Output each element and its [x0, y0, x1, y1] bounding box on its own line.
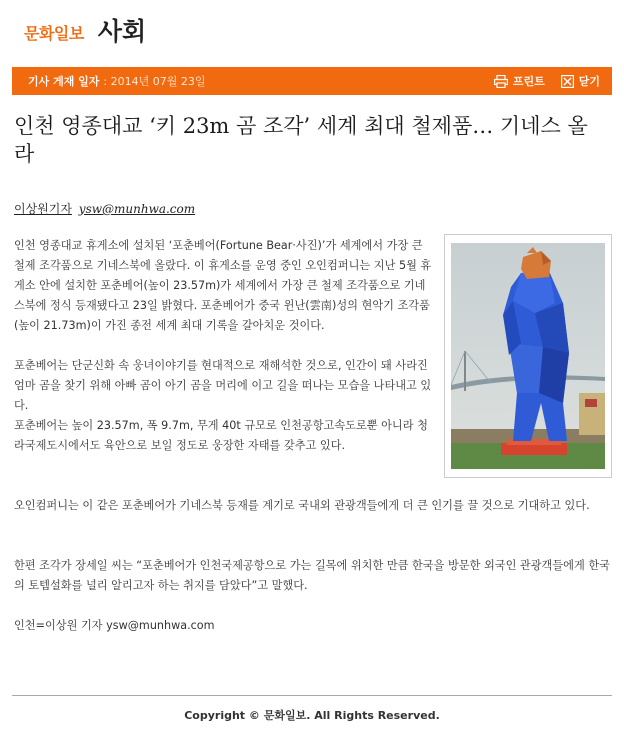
brand-logo[interactable]: 문화일보: [24, 24, 84, 43]
date-value: : 2014년 07월 23일: [103, 75, 206, 88]
section-title: 사회: [97, 17, 147, 46]
printer-icon: [494, 75, 508, 88]
print-label: 프린트: [512, 75, 545, 88]
close-label: 닫기: [578, 75, 600, 88]
paragraph: 인천=이상원 기자 ysw@munhwa.com: [14, 619, 215, 632]
paragraph: 포춘베어는 단군신화 속 웅녀이야기를 현대적으로 재해석한 것으로, 인간이 돼 사라진 엄마 곰을 찾기 위해 아빠 곰이 아기 곰을 머리에 이고 길을 떠나는 모습을 나타내고 있다.: [14, 359, 432, 412]
masthead: [24, 17, 147, 46]
reporter-name[interactable]: 이상원기자: [14, 202, 72, 216]
reporter-email[interactable]: ysw@munhwa.com: [78, 202, 196, 216]
close-button[interactable]: [561, 73, 600, 89]
paragraph: 한편 조각가 장세일 씨는 “포춘베어가 인천국제공항으로 가는 길목에 위치한 만큼 한국을 방문한 외국인 관광객들에게 한국의 토템설화를 널리 알리고자 하는 취지를 담았다”고 말했다.: [14, 559, 610, 592]
paragraph: 인천 영종대교 휴게소에 설치된 ‘포춘베어(Fortune Bear·사진)’가 세계에서 가장 큰 철제 조각품으로 기네스북에 올랐다. 이 휴게소를 운영 중인 오인컴퍼니는 지난 5월 휴게소 안에 설치한 포춘베어(높이 23.57m)가 세계에서 가장 큰 철제 조각품으로 기네스북에 정식 등재됐다고 23일 밝혔다. 포춘베어가 중국 윈난(雲南)성의 현악기 조각품(높이 21.73m)이 가진 종전 세계 최대 기록을 갈아치운 것이다.: [14, 239, 432, 332]
close-box-icon: [561, 75, 574, 88]
date-label: 기사 게재 일자: [28, 75, 100, 88]
paragraph: 오인컴퍼니는 이 같은 포춘베어가 기네스북 등재를 계기로 국내외 관광객들에게 더 큰 인기를 끌 것으로 기대하고 있다.: [14, 499, 590, 512]
article-toolbar: [12, 67, 612, 95]
article-body: [14, 236, 610, 636]
article-title: 인천 영종대교 ‘키 23m 곰 조각’ 세계 최대 철제품… 기네스 올라: [14, 114, 588, 166]
byline: [14, 200, 195, 217]
copyright: Copyright © 문화일보. All Rights Reserved.: [184, 709, 440, 722]
paragraph: 포춘베어는 높이 23.57m, 폭 9.7m, 무게 40t 규모로 인천공항고속도로뿐 아니라 청라국제도시에서도 육안으로 보일 정도로 웅장한 자태를 갖추고 있다.: [14, 419, 428, 452]
footer-divider: [12, 695, 612, 696]
print-button[interactable]: [494, 73, 545, 89]
